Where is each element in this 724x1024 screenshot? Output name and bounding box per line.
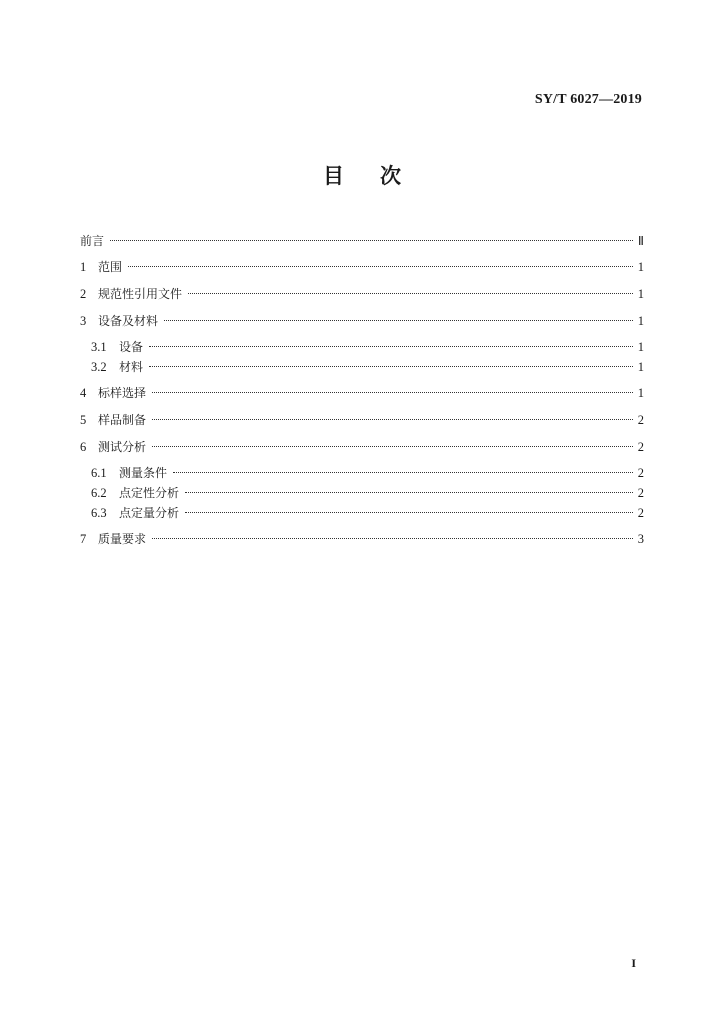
- toc-entry-label: 测量条件: [119, 466, 168, 480]
- table-of-contents: [80, 231, 644, 549]
- toc-entry-5[interactable]: [80, 410, 644, 430]
- toc-entry-label: 设备及材料: [98, 314, 159, 328]
- standard-code: SY/T 6027—2019: [534, 92, 642, 107]
- toc-entry-page: 2: [637, 486, 644, 500]
- toc-entry-label: 前言: [80, 234, 105, 248]
- toc-entry-number: 3.1: [91, 340, 107, 354]
- dot-leader: [149, 346, 633, 347]
- toc-entry-number: 2: [80, 287, 87, 301]
- toc-entry-label: 测试分析: [98, 440, 147, 454]
- toc-entry-number: 3.2: [91, 360, 107, 374]
- toc-entry-page: 2: [637, 506, 644, 520]
- toc-entry-label: 点定量分析: [119, 506, 180, 520]
- title-char-1: 目: [323, 164, 344, 188]
- toc-entry-page: 1: [637, 386, 644, 400]
- toc-entry-number: 6.1: [91, 466, 107, 480]
- toc-entry-page: 1: [637, 360, 644, 374]
- toc-entry-number: 1: [80, 260, 87, 274]
- toc-entry-number: 7: [80, 532, 87, 546]
- toc-entry-label: 标样选择: [98, 386, 147, 400]
- toc-entry-page: 2: [637, 413, 644, 427]
- title-char-2: 次: [380, 164, 401, 188]
- toc-entry-label: 范围: [98, 260, 123, 274]
- page-number: I: [631, 956, 636, 970]
- toc-entry-number: 6: [80, 440, 87, 454]
- toc-entry-label: 点定性分析: [119, 486, 180, 500]
- toc-entry-page: Ⅱ: [637, 234, 644, 248]
- toc-entry-label: 规范性引用文件: [98, 287, 183, 301]
- toc-entry-2[interactable]: [80, 284, 644, 304]
- toc-entry-page: 3: [637, 532, 644, 546]
- toc-entry-label: 质量要求: [98, 532, 147, 546]
- dot-leader: [185, 512, 633, 513]
- dot-leader: [152, 538, 633, 539]
- toc-entry-6-2[interactable]: [80, 483, 644, 503]
- toc-entry-4[interactable]: [80, 383, 644, 403]
- toc-entry-3-1[interactable]: [80, 337, 644, 357]
- toc-entry-page: 2: [637, 440, 644, 454]
- toc-entry-number: 6.2: [91, 486, 107, 500]
- toc-entry-3[interactable]: [80, 311, 644, 331]
- toc-entry-page: 1: [637, 260, 644, 274]
- toc-entry-page: 2: [637, 466, 644, 480]
- toc-entry-3-2[interactable]: [80, 357, 644, 377]
- toc-entry-6[interactable]: [80, 437, 644, 457]
- toc-entry-number: 5: [80, 413, 87, 427]
- toc-entry-number: 3: [80, 314, 87, 328]
- toc-entry-7[interactable]: [80, 529, 644, 549]
- toc-entry-label: 设备: [119, 340, 144, 354]
- toc-entry-foreword[interactable]: [80, 231, 644, 251]
- toc-entry-page: 1: [637, 340, 644, 354]
- dot-leader: [164, 320, 633, 321]
- dot-leader: [110, 240, 633, 241]
- page-title: [0, 160, 724, 190]
- toc-entry-page: 1: [637, 287, 644, 301]
- toc-entry-page: 1: [637, 314, 644, 328]
- toc-entry-label: 样品制备: [98, 413, 147, 427]
- dot-leader: [185, 492, 633, 493]
- dot-leader: [188, 293, 633, 294]
- dot-leader: [152, 419, 633, 420]
- toc-entry-number: 4: [80, 386, 87, 400]
- dot-leader: [128, 266, 633, 267]
- dot-leader: [152, 446, 633, 447]
- toc-entry-1[interactable]: [80, 257, 644, 277]
- toc-entry-number: 6.3: [91, 506, 107, 520]
- toc-entry-6-3[interactable]: [80, 503, 644, 523]
- dot-leader: [152, 392, 633, 393]
- dot-leader: [149, 366, 633, 367]
- toc-entry-label: 材料: [119, 360, 144, 374]
- toc-entry-6-1[interactable]: [80, 463, 644, 483]
- dot-leader: [173, 472, 633, 473]
